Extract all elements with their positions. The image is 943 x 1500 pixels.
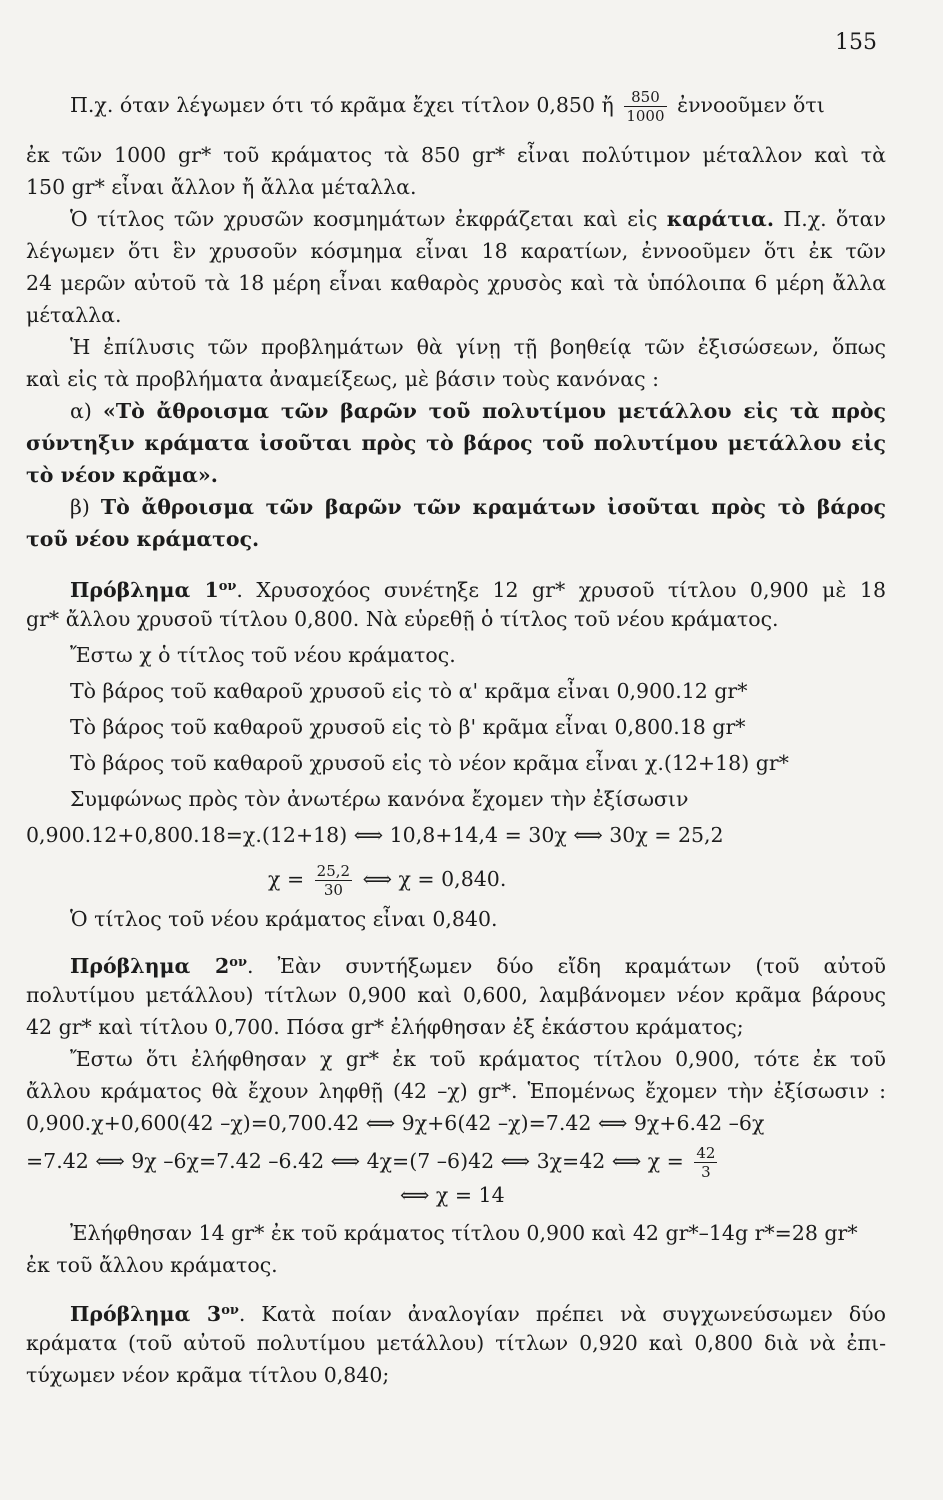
text-line: 42 gr* καὶ τίτλου 0,700. Πόσα gr* ἐλήφθησαν ἐξ ἑκάστου κράματος; (26, 1015, 744, 1039)
text-line: Ὁ τίτλος τοῦ νέου κράματος εἶναι 0,840. (70, 907, 498, 931)
fraction-denominator: 30 (323, 881, 343, 899)
text-segment: . Χρυσοχόος συνέτηξε 12 gr* χρυσοῦ τίτλου 0,900 μὲ 18 (236, 578, 886, 602)
problem-2-heading (70, 948, 886, 981)
text-line: Τὸ βάρος τοῦ καθαροῦ χρυσοῦ εἰς τὸ α' κρᾶμα εἶναι 0,900.12 gr* (70, 679, 748, 703)
list-marker: α) (70, 399, 92, 423)
ordinal-suffix: ον (218, 579, 237, 594)
list-marker: β) (70, 495, 90, 519)
text-line (70, 204, 886, 234)
text-segment: χ = (268, 867, 305, 891)
text-segment: ⟺ χ = 0,840. (362, 867, 507, 891)
rule-b-text: Τὸ ἄθροισμα τῶν βαρῶν τῶν κραμάτων ἰσοῦται πρὸς τὸ βάρος (100, 495, 886, 519)
text-line: Ἐλήφθησαν 14 gr* ἐκ τοῦ κράματος τίτλου 0,900 καὶ 42 gr*–14g r*=28 gr* (70, 1221, 858, 1245)
text-line: ἐκ τοῦ ἄλλου κράματος. (26, 1253, 278, 1277)
text-line: gr* ἄλλου χρυσοῦ τίτλου 0,800. Νὰ εὑρεθῇ ὁ τίτλος τοῦ νέου κράματος. (26, 607, 779, 631)
text-line: Ἔστω ὅτι ἐλήφθησαν χ gr* ἐκ τοῦ κράματος τίτλου 0,900, τότε ἐκ τοῦ (70, 1047, 886, 1071)
fraction-numerator: 25,2 (316, 862, 351, 880)
rule-a-line: σύντηξιν κράματα ἰσοῦται πρὸς τὸ βάρος τοῦ πολυτίμου μετάλλου εἰς (26, 431, 886, 455)
rule-b-line: τοῦ νέου κράματος. (26, 527, 260, 551)
rule-a-line: τὸ νέον κρᾶμα». (26, 463, 218, 487)
problem-title: Πρόβλημα 1 (70, 578, 219, 602)
text-line: λέγωμεν ὅτι ἓν χρυσοῦν κόσμημα εἶναι 18 καρατίων, ἐννοοῦμεν ὅτι ἐκ τῶν (26, 239, 886, 263)
text-line: 24 μερῶν αὐτοῦ τὰ 18 μέρη εἶναι καθαρὸς χρυσὸς καὶ τὰ ὑπόλοιπα 6 μέρη ἄλλα (26, 271, 886, 295)
fraction-denominator: 3 (701, 1163, 711, 1181)
fraction (694, 1144, 717, 1181)
text-line: ἐκ τῶν 1000 gr* τοῦ κράματος τὰ 850 gr* εἶναι πολύτιμον μέταλλον καὶ τὰ (26, 143, 886, 167)
text-line: ἄλλου κράματος θὰ ἔχουν ληφθῇ (42 –χ) gr*. Ἑπομένως ἔχομεν τὴν ἐξίσωσιν : (26, 1079, 886, 1103)
text-line: κράματα (τοῦ αὐτοῦ πολυτίμου μετάλλου) τίτλων 0,920 καὶ 0,800 διὰ νὰ ἐπι- (26, 1331, 886, 1355)
problem-title: Πρόβλημα 2 (70, 954, 230, 978)
text-line: τύχωμεν νέον κρᾶμα τίτλου 0,840; (26, 1363, 390, 1387)
text-line: πολυτίμου μετάλλου) τίτλων 0,900 καὶ 0,600, λαμβάνομεν νέον κρᾶμα βάρους (26, 983, 886, 1007)
bold-term: καράτια. (666, 207, 774, 231)
fraction-numerator: 850 (624, 88, 666, 107)
text-segment: Ὁ τίτλος τῶν χρυσῶν κοσμημάτων ἐκφράζεται καὶ εἰς (70, 207, 658, 231)
text-segment: Π.χ. όταν λέγωμεν ότι τό κρᾶμα ἔχει τίτλον 0,850 ἤ (70, 93, 614, 117)
text-line: Ἔστω χ ὁ τίτλος τοῦ νέου κράματος. (70, 643, 456, 667)
rule-a-line (70, 396, 886, 426)
equation-line: 0,900.χ+0,600(42 –χ)=0,700.42 ⟺ 9χ+6(42 –χ)=7.42 ⟺ 9χ+6.42 –6χ (26, 1111, 765, 1135)
problem-3-heading (70, 1296, 886, 1329)
text-segment: Π.χ. ὅταν (783, 207, 886, 231)
rule-a-text: «Τὸ ἄθροισμα τῶν βαρῶν τοῦ πολυτίμου μετάλλου εἰς τὰ πρὸς (103, 399, 886, 423)
fraction-numerator: 42 (696, 1144, 716, 1162)
text-line: Τὸ βάρος τοῦ καθαροῦ χρυσοῦ εἰς τὸ νέον κρᾶμα εἶναι χ.(12+18) gr* (70, 751, 789, 775)
fraction-denominator: 1000 (626, 107, 665, 125)
text-line: καὶ εἰς τὰ προβλήματα ἀναμείξεως, μὲ βάσιν τοὺς κανόνας : (26, 367, 660, 391)
problem-1-heading (70, 572, 886, 605)
text-line: 150 gr* εἶναι ἄλλον ἤ ἄλλα μέταλλα. (26, 175, 417, 199)
fraction (624, 88, 666, 125)
fraction (315, 862, 352, 899)
equation-line (268, 862, 768, 899)
ordinal-suffix: ον (229, 955, 247, 970)
equation-line (26, 1144, 886, 1181)
text-segment: =7.42 ⟺ 9χ –6χ=7.42 –6.42 ⟺ 4χ=(7 –6)42 ⟺ 3χ=42 ⟺ χ = (26, 1149, 684, 1173)
page-number: 155 (835, 30, 877, 55)
rule-b-line (70, 492, 886, 522)
text-line: μέταλλα. (26, 303, 122, 327)
text-line: Ἡ ἐπίλυσις τῶν προβλημάτων θὰ γίνῃ τῇ βοηθείᾳ τῶν ἐξισώσεων, ὅπως (70, 335, 886, 359)
ordinal-suffix: ον (221, 1303, 239, 1318)
text-line: Τὸ βάρος τοῦ καθαροῦ χρυσοῦ εἰς τὸ β' κρᾶμα εἶναι 0,800.18 gr* (70, 715, 746, 739)
problem-title: Πρόβλημα 3 (70, 1302, 222, 1326)
text-line: Συμφώνως πρὸς τὸν ἀνωτέρω κανόνα ἔχομεν τὴν ἐξίσωσιν (70, 787, 689, 811)
equation-line: ⟺ χ = 14 (400, 1183, 505, 1207)
text-line (70, 88, 886, 125)
equation-line: 0,900.12+0,800.18=χ.(12+18) ⟺ 10,8+14,4 = 30χ ⟺ 30χ = 25,2 (26, 823, 724, 847)
text-segment: . Κατὰ ποίαν ἀναλογίαν πρέπει νὰ συγχωνεύσωμεν δύο (238, 1302, 886, 1326)
text-segment: ἐννοοῦμεν ὅτι (677, 93, 825, 117)
text-segment: . Ἐὰν συντήξωμεν δύο εἴδη κραμάτων (τοῦ αὐτοῦ (246, 954, 886, 978)
